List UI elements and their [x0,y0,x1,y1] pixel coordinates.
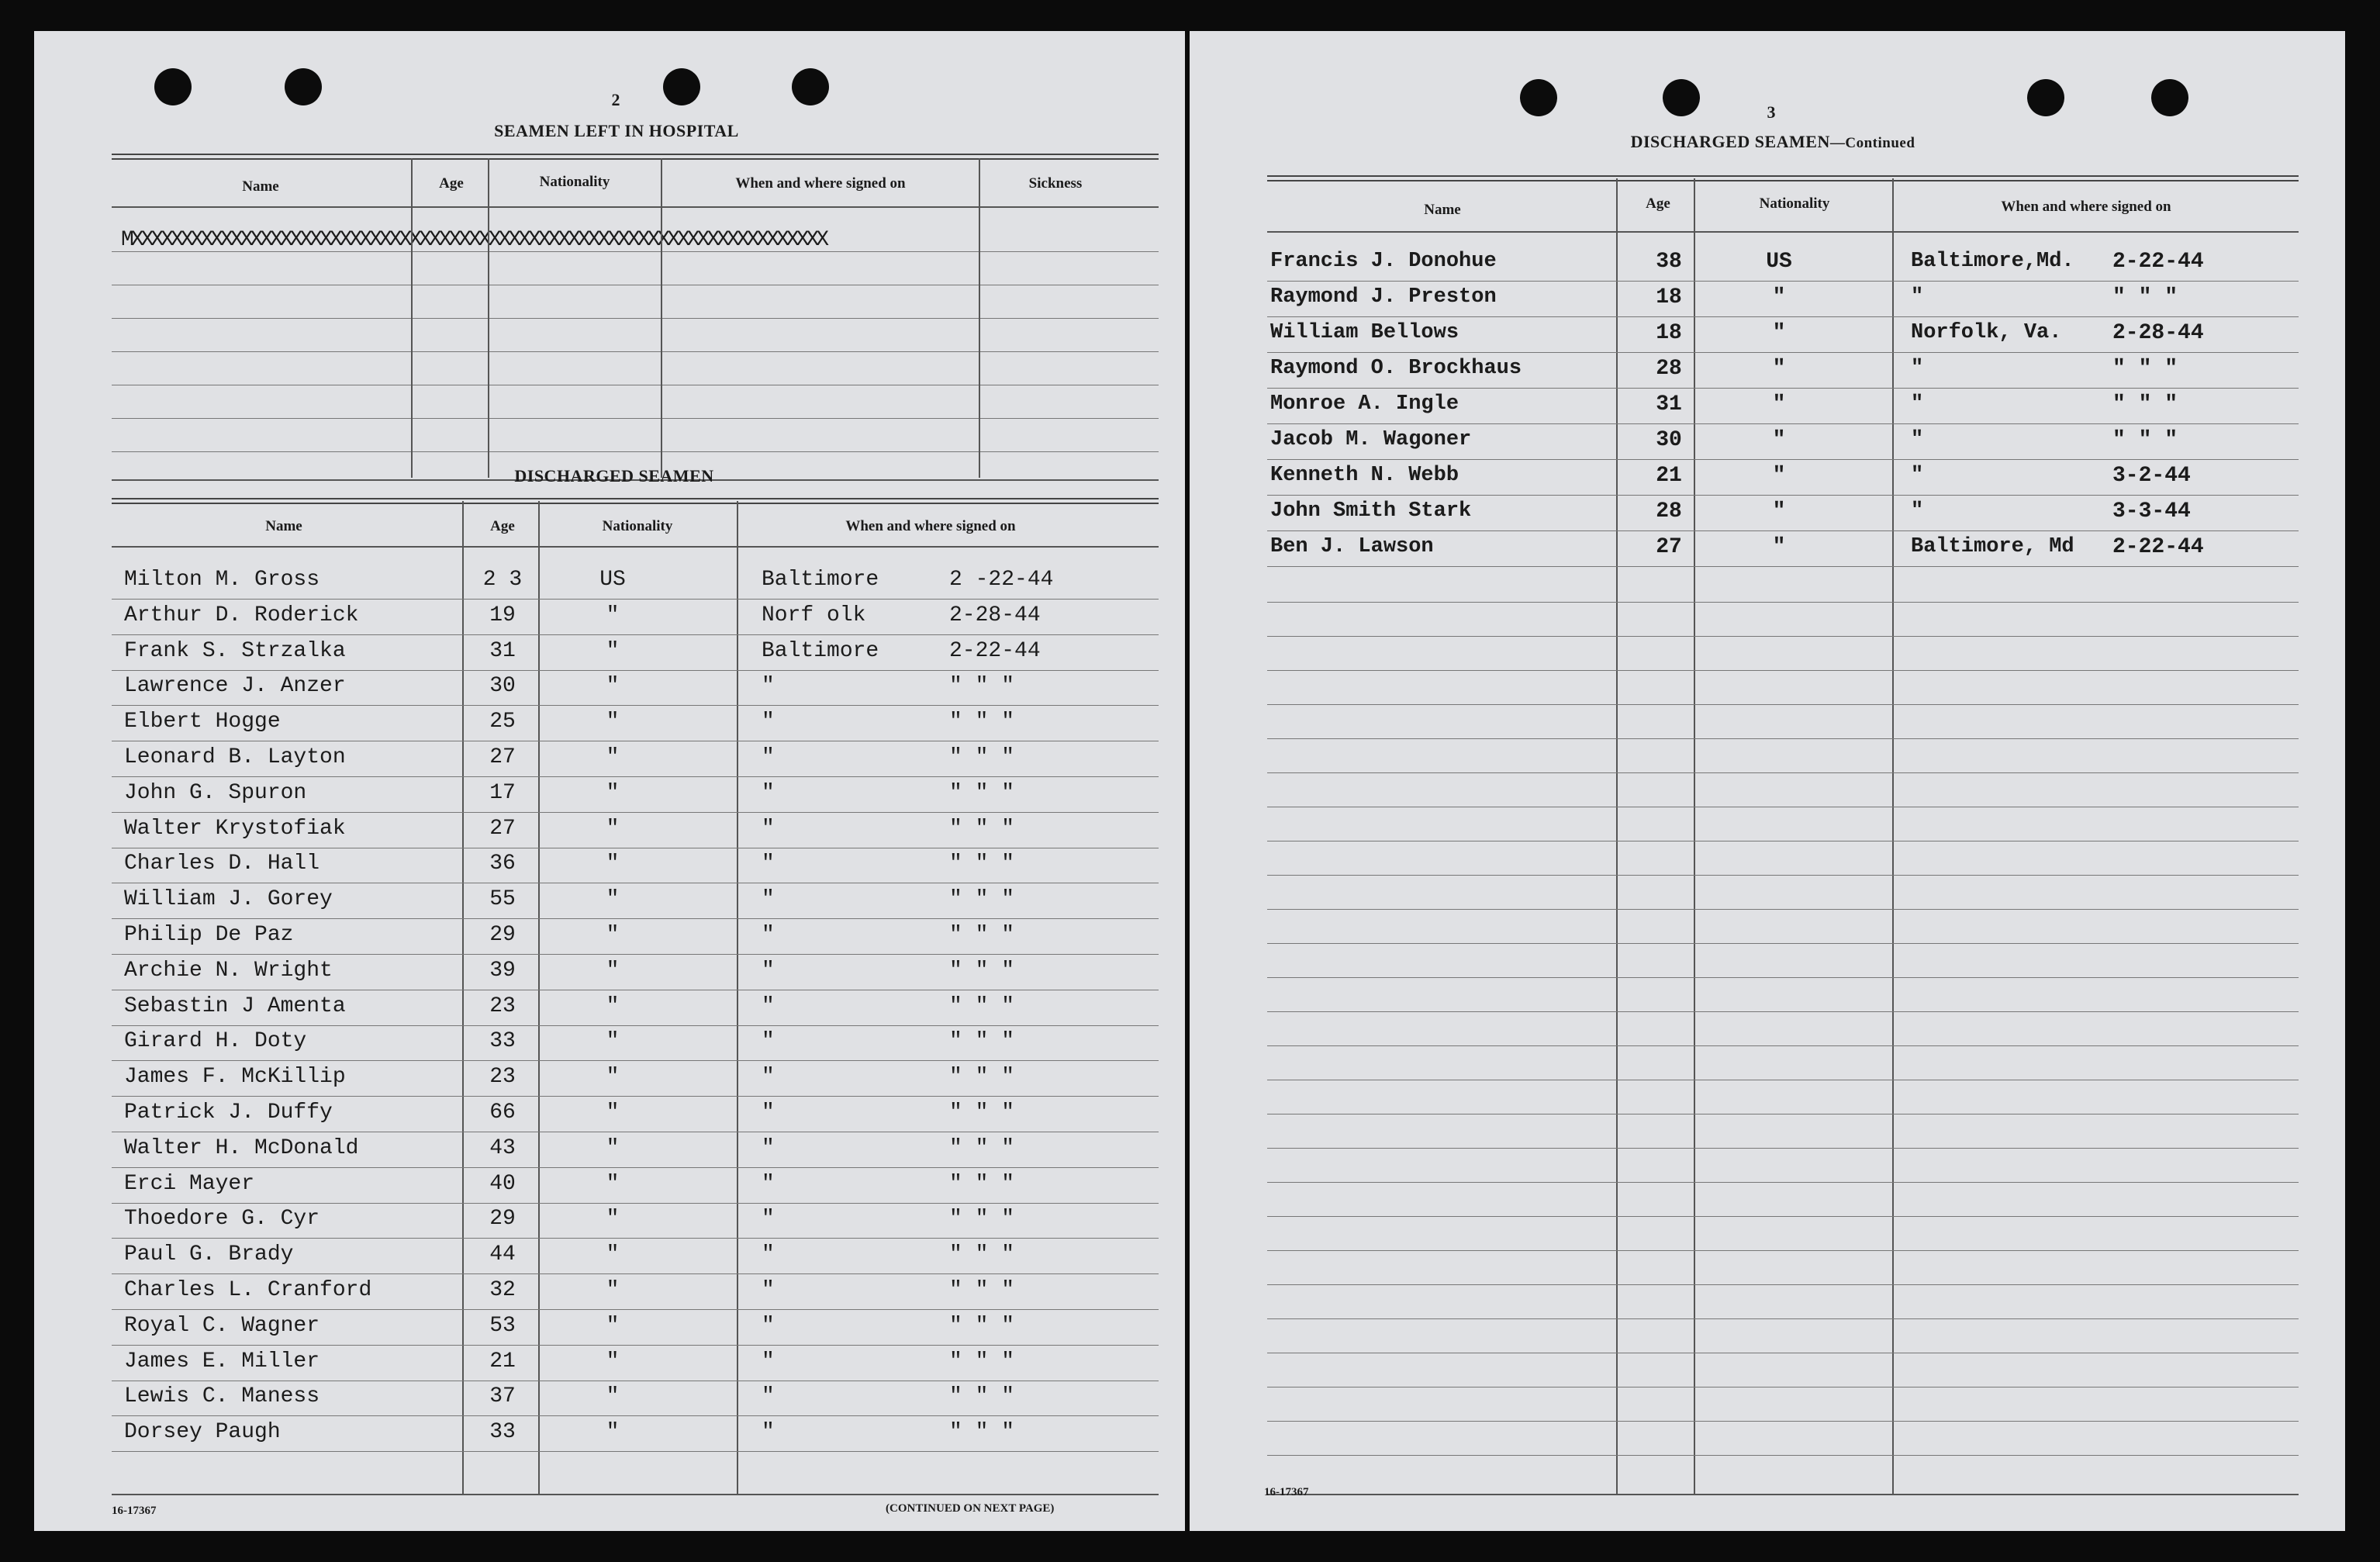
seaman-name: Walter Krystofiak [124,817,346,841]
signed-on-date: " " " [949,852,1015,876]
table-row-line [112,705,1159,706]
signed-on-place: " [762,959,775,983]
signed-on-date: " " " [949,817,1015,841]
discharged-header-name: Name [265,518,302,534]
seaman-age: 27 [489,817,516,841]
right-col-line [1694,178,1695,1494]
punch-hole [792,68,829,105]
signed-on-place: " [762,1420,775,1444]
signed-on-date: " " " [949,710,1015,734]
seaman-name: Philip De Paz [124,923,294,947]
seaman-name: Girard H. Doty [124,1029,307,1053]
seaman-age: 18 [1656,285,1682,309]
signed-on-date: " " " [949,1136,1015,1160]
hospital-title: SEAMEN LEFT IN HOSPITAL [494,121,739,140]
seaman-nationality: " [606,1278,620,1302]
seaman-nationality: " [1772,357,1786,381]
empty-row-line [1267,1250,2299,1251]
seaman-nationality: " [606,674,620,698]
signed-on-date: " " " [2112,428,2178,452]
hospital-header-when-where: When and where signed on [735,175,906,192]
signed-on-place: " [762,1172,775,1196]
seaman-nationality: " [606,781,620,805]
right-col-line [1892,178,1894,1494]
signed-on-place: " [762,1136,775,1160]
right-header-name: Name [1424,202,1461,218]
hospital-col-line [411,158,413,478]
table-row-line [112,599,1159,600]
discharged-continued-title [1631,132,1915,152]
table-row-line [112,1238,1159,1239]
punch-hole [1520,79,1557,116]
signed-on-date: " " " [949,1065,1015,1089]
signed-on-date: 3-2-44 [2112,464,2191,488]
signed-on-date: " " " [949,959,1015,983]
right-top-rule [1267,175,2299,181]
signed-on-place: Norfolk, Va. [1911,321,2062,344]
signed-on-place: " [762,710,775,734]
signed-on-place: " [1911,285,1924,309]
punch-hole [663,68,700,105]
seaman-age: 31 [1656,392,1682,416]
signed-on-place: " [762,1029,775,1053]
seaman-nationality: US [599,568,626,592]
signed-on-date: 2-28-44 [949,603,1041,627]
signed-on-date: 3-3-44 [2112,499,2191,524]
discharged-header-nationality: Nationality [602,518,673,534]
form-number: 16-17367 [1264,1486,1309,1498]
hospital-row-line [112,351,1159,352]
seaman-nationality: " [606,1101,620,1125]
seaman-age: 66 [489,1101,516,1125]
seaman-age: 43 [489,1136,516,1160]
signed-on-place: " [1911,357,1924,380]
discharged-header-age: Age [490,518,515,534]
seaman-name: Thoedore G. Cyr [124,1207,320,1231]
seaman-nationality: " [606,639,620,663]
seaman-age: 30 [489,674,516,698]
table-row-line [112,1167,1159,1168]
seaman-nationality: " [606,1242,620,1267]
signed-on-place: " [762,923,775,947]
page-number: 3 [1767,102,1776,122]
seaman-name: Erci Mayer [124,1172,255,1196]
signed-on-date: " " " [949,1207,1015,1231]
table-row-line [1267,352,2299,353]
empty-row-line [1267,1011,2299,1012]
signed-on-date: " " " [2112,285,2178,309]
seaman-age: 21 [1656,464,1682,488]
signed-on-date: " " " [949,923,1015,947]
seaman-name: Royal C. Wagner [124,1314,320,1338]
seaman-nationality: " [1772,499,1786,524]
seaman-age: 33 [489,1029,516,1053]
seaman-name: John G. Spuron [124,781,307,805]
signed-on-date: " " " [949,674,1015,698]
seaman-nationality: " [1772,321,1786,345]
empty-row-line [1267,1318,2299,1319]
hospital-header-sickness: Sickness [1028,175,1083,192]
seaman-nationality: " [606,1065,620,1089]
seaman-age: 2 3 [482,568,523,592]
table-row-line [112,1309,1159,1310]
empty-row-line [1267,602,2299,603]
table-row-line [1267,281,2299,282]
table-row-line [112,634,1159,635]
signed-on-place: Baltimore,Md. [1911,250,2074,273]
seaman-age: 37 [489,1384,516,1408]
signed-on-place: Baltimore [762,639,879,663]
hospital-row-line [112,318,1159,319]
left-page [34,31,1185,1531]
right-header-nationality: Nationality [1759,195,1830,212]
discharged-header-when-where: When and where signed on [845,518,1016,534]
signed-on-place: " [762,817,775,841]
empty-row-line [1267,1148,2299,1149]
empty-row-line [1267,909,2299,910]
signed-on-date: " " " [949,745,1015,769]
table-row-line [1267,423,2299,424]
right-bottom-rule [1267,1494,2299,1495]
table-row-line [112,1025,1159,1026]
signed-on-date: " " " [949,1242,1015,1267]
table-row-line [112,670,1159,671]
seaman-name: James F. McKillip [124,1065,346,1089]
signed-on-date: " " " [949,994,1015,1018]
hospital-row-line [112,451,1159,452]
seaman-age: 29 [489,1207,516,1231]
seaman-age: 21 [489,1349,516,1374]
seaman-name: Paul G. Brady [124,1242,294,1267]
table-row-line [1267,388,2299,389]
table-row-line [112,812,1159,813]
empty-row-line [1267,636,2299,637]
signed-on-date: " " " [949,1314,1015,1338]
table-row-line [1267,530,2299,531]
seaman-name: Elbert Hogge [124,710,281,734]
seaman-name: Raymond O. Brockhaus [1270,357,1522,380]
signed-on-place: " [762,781,775,805]
hospital-col-line [661,158,662,478]
seaman-nationality: " [606,710,620,734]
seaman-name: Walter H. McDonald [124,1136,359,1160]
right-col-line [1616,178,1618,1494]
seaman-age: 17 [489,781,516,805]
hospital-header-nationality: Nationality [539,174,610,190]
signed-on-place: " [1911,499,1924,523]
seaman-name: Milton M. Gross [124,568,320,592]
seaman-name: Jacob M. Wagoner [1270,428,1472,451]
signed-on-date: " " " [949,1420,1015,1444]
seaman-nationality: " [1772,392,1786,416]
seaman-nationality: " [606,817,620,841]
seaman-age: 40 [489,1172,516,1196]
seaman-age: 30 [1656,428,1682,452]
empty-row-line [1267,1455,2299,1456]
seaman-nationality: " [606,1136,620,1160]
discharged-bottom-rule [112,1494,1159,1495]
signed-on-place: " [762,745,775,769]
empty-row-line [1267,670,2299,671]
signed-on-date: 2-22-44 [2112,250,2204,274]
signed-on-place: " [762,1065,775,1089]
seaman-nationality: " [606,1207,620,1231]
signed-on-place: Norf olk [762,603,866,627]
seaman-nationality: " [606,745,620,769]
signed-on-date: " " " [949,1101,1015,1125]
signed-on-date: 2-28-44 [2112,321,2204,345]
table-row-line [112,1273,1159,1274]
seaman-name: Charles L. Cranford [124,1278,372,1302]
seaman-name: Monroe A. Ingle [1270,392,1459,416]
seaman-name: Charles D. Hall [124,852,320,876]
seaman-name: Francis J. Donohue [1270,250,1497,273]
seaman-age: 18 [1656,321,1682,345]
signed-on-date: " " " [949,887,1015,911]
table-row-line [112,1451,1159,1452]
seaman-nationality: " [1772,428,1786,452]
signed-on-date: 2-22-44 [2112,535,2204,559]
seaman-name: Sebastin J Amenta [124,994,346,1018]
empty-row-line [1267,1182,2299,1183]
empty-row-line [1267,772,2299,773]
seaman-nationality: " [606,852,620,876]
empty-row-line [1267,1045,2299,1046]
table-row-line [1267,316,2299,317]
seaman-age: 36 [489,852,516,876]
seaman-age: 31 [489,639,516,663]
seaman-nationality: " [1772,285,1786,309]
empty-row-line [1267,704,2299,705]
seaman-age: 32 [489,1278,516,1302]
seaman-nationality: " [606,603,620,627]
signed-on-place: " [762,1384,775,1408]
signed-on-place: " [762,1207,775,1231]
table-row-line [112,1415,1159,1416]
seaman-name: William J. Gorey [124,887,333,911]
seaman-age: 28 [1656,357,1682,381]
seaman-age: 27 [489,745,516,769]
seaman-name: Archie N. Wright [124,959,333,983]
seaman-nationality: " [606,923,620,947]
seaman-age: 39 [489,959,516,983]
signed-on-date: " " " [949,1384,1015,1408]
hospital-top-rule [112,154,1159,160]
signed-on-date: " " " [949,1349,1015,1374]
hospital-header-rule [112,206,1159,208]
seaman-name: Ben J. Lawson [1270,535,1434,558]
seaman-age: 27 [1656,535,1682,559]
continued-note: (CONTINUED ON NEXT PAGE) [886,1502,1055,1515]
table-row-line [112,1203,1159,1204]
crossed-out-entry: MXXXXXXXXXXXXXXXXXXXXXXXXXXXXXXXXXXXXXXXXXXXXXXXXXXXXXXXXXXXXXXXXXXXXXX [121,228,826,252]
seaman-age: 38 [1656,250,1682,274]
seaman-name: Frank S. Strzalka [124,639,346,663]
signed-on-place: " [762,852,775,876]
empty-row-line [1267,1216,2299,1217]
seaman-nationality: " [606,994,620,1018]
empty-row-line [1267,1421,2299,1422]
seaman-age: 55 [489,887,516,911]
hospital-header-age: Age [439,175,464,192]
seaman-name: Lewis C. Maness [124,1384,320,1408]
signed-on-place: " [762,1101,775,1125]
seaman-nationality: " [1772,535,1786,559]
seaman-nationality: US [1766,250,1792,274]
signed-on-place: " [762,994,775,1018]
punch-hole [285,68,322,105]
seaman-name: Patrick J. Duffy [124,1101,333,1125]
table-row-line [1267,566,2299,567]
title-suffix: —Continued [1829,135,1915,151]
seaman-age: 19 [489,603,516,627]
right-header-rule [1267,231,2299,233]
right-page [1190,31,2345,1531]
title-main: DISCHARGED SEAMEN [1630,132,1830,151]
seaman-name: Arthur D. Roderick [124,603,359,627]
discharged-header-rule [112,546,1159,548]
hospital-row-line [112,251,1159,252]
seaman-nationality: " [606,959,620,983]
seaman-nationality: " [606,1172,620,1196]
right-header-when-where: When and where signed on [2001,199,2171,215]
signed-on-place: " [1911,464,1924,487]
signed-on-place: " [762,1314,775,1338]
signed-on-date: " " " [2112,357,2178,381]
seaman-age: 23 [489,994,516,1018]
seaman-age: 44 [489,1242,516,1267]
signed-on-place: Baltimore, Md [1911,535,2074,558]
table-row-line [112,1096,1159,1097]
discharged-top-rule [112,498,1159,504]
signed-on-place: " [762,887,775,911]
seaman-age: 33 [489,1420,516,1444]
table-row-line [1267,459,2299,460]
seaman-nationality: " [606,1420,620,1444]
seaman-nationality: " [606,887,620,911]
signed-on-date: " " " [2112,392,2178,416]
table-row-line [112,954,1159,955]
table-row-line [112,1345,1159,1346]
seaman-name: Kenneth N. Webb [1270,464,1459,487]
punch-hole [2027,79,2064,116]
seaman-name: John Smith Stark [1270,499,1472,523]
hospital-row-line [112,418,1159,419]
empty-row-line [1267,875,2299,876]
table-row-line [112,776,1159,777]
signed-on-place: " [1911,392,1924,416]
seaman-age: 25 [489,710,516,734]
table-row-line [112,1060,1159,1061]
seaman-age: 29 [489,923,516,947]
signed-on-date: " " " [949,1278,1015,1302]
empty-row-line [1267,977,2299,978]
signed-on-place: " [762,1278,775,1302]
empty-row-line [1267,943,2299,944]
seaman-age: 53 [489,1314,516,1338]
signed-on-place: Baltimore [762,568,879,592]
seaman-nationality: " [606,1314,620,1338]
form-number: 16-17367 [112,1505,157,1517]
empty-row-line [1267,738,2299,739]
seaman-nationality: " [606,1029,620,1053]
seaman-nationality: " [606,1349,620,1374]
right-header-age: Age [1646,195,1670,212]
signed-on-place: " [1911,428,1924,451]
table-row-line [112,918,1159,919]
punch-hole [1663,79,1700,116]
signed-on-place: " [762,1349,775,1374]
seaman-name: Leonard B. Layton [124,745,346,769]
page-number: 2 [611,90,620,109]
seaman-name: Raymond J. Preston [1270,285,1497,309]
signed-on-place: " [762,1242,775,1267]
signed-on-date: " " " [949,1172,1015,1196]
seaman-name: Lawrence J. Anzer [124,674,346,698]
seaman-age: 28 [1656,499,1682,524]
seaman-name: Dorsey Paugh [124,1420,281,1444]
signed-on-date: 2-22-44 [949,639,1041,663]
signed-on-date: " " " [949,1029,1015,1053]
table-row-line [1267,495,2299,496]
signed-on-date: " " " [949,781,1015,805]
punch-hole [2151,79,2188,116]
seaman-name: William Bellows [1270,321,1459,344]
seaman-nationality: " [606,1384,620,1408]
hospital-col-line [488,158,489,478]
signed-on-date: 2 -22-44 [949,568,1054,592]
seaman-name: James E. Miller [124,1349,320,1374]
hospital-header-name: Name [242,178,279,195]
empty-row-line [1267,1284,2299,1285]
seaman-age: 23 [489,1065,516,1089]
hospital-col-line [979,158,980,478]
signed-on-place: " [762,674,775,698]
punch-hole [154,68,192,105]
discharged-title: DISCHARGED SEAMEN [514,466,714,486]
seaman-nationality: " [1772,464,1786,488]
